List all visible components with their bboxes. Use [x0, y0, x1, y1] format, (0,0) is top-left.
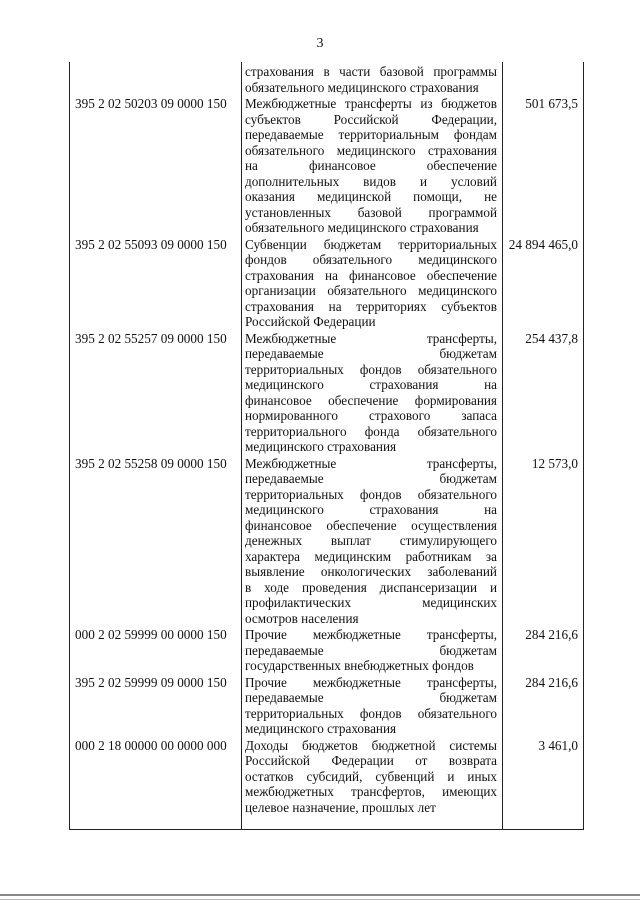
row-code: 000 2 18 00000 00 0000 000 [75, 737, 227, 753]
column-divider-amount [502, 62, 503, 829]
row-description [245, 675, 497, 737]
description-line: осмотров населения [245, 610, 359, 626]
description-line: фондов обязательного медицинского [245, 252, 497, 267]
row-amount: 24 894 465,0 [508, 236, 578, 252]
description-line: передаваемые бюджетам [245, 690, 497, 705]
scan-edge-line-secondary [0, 899, 640, 900]
description-line: Российской Федерации от возврата [245, 753, 497, 768]
description-line: передаваемые бюджетам [245, 642, 497, 658]
row-description [245, 64, 497, 95]
description-line: обязательного медицинского страхования [245, 220, 479, 235]
description-line: денежных выплат стимулирующего [245, 533, 497, 548]
description-line: оказания медицинской помощи, не [245, 189, 497, 204]
description-line: Межбюджетные трансферты из бюджетов [245, 96, 497, 111]
row-description [245, 627, 497, 674]
description-line: на финансовое обеспечение [245, 158, 497, 173]
description-line: финансовое обеспечение формирования [245, 392, 497, 408]
row-description [245, 331, 497, 455]
row-code: 395 2 02 55257 09 0000 150 [75, 330, 227, 346]
description-line: передаваемые бюджетам [245, 471, 497, 486]
row-code: 395 2 02 55258 09 0000 150 [75, 455, 227, 471]
description-line: Российской Федерации [245, 314, 376, 329]
description-line: остатков субсидий, субвенций и иных [245, 768, 497, 784]
description-line: обязательного медицинского страхования [245, 142, 497, 158]
column-divider-code [241, 62, 242, 829]
description-line: медицинского страхования на [245, 377, 497, 392]
row-amount: 284 216,6 [525, 627, 578, 642]
description-line: территориальных фондов обязательного [245, 486, 497, 502]
description-line: Межбюджетные трансферты, [245, 455, 497, 471]
description-line: выявление онкологических заболеваний [245, 564, 497, 579]
row-amount: 12 573,0 [531, 455, 578, 471]
description-line: государственных внебюджетных фондов [245, 658, 474, 673]
description-line: целевое назначение, прошлых лет [245, 799, 436, 815]
row-description [245, 738, 497, 816]
description-line: характера медицинским работникам за [245, 548, 497, 564]
description-line: межбюджетных трансфертов, имеющих [245, 784, 497, 799]
row-code: 395 2 02 59999 09 0000 150 [75, 674, 227, 690]
row-code: 000 2 02 59999 00 0000 150 [75, 627, 227, 642]
row-code: 395 2 02 55093 09 0000 150 [75, 236, 227, 252]
description-line: Прочие межбюджетные трансферты, [245, 627, 497, 642]
description-line: территориальных фондов обязательного [245, 705, 497, 721]
row-description [245, 96, 497, 236]
description-line: страхования на финансовое обеспечение [245, 267, 497, 283]
row-code: 395 2 02 50203 09 0000 150 [75, 96, 227, 111]
row-description [245, 456, 497, 627]
row-description [245, 237, 497, 330]
description-line: дополнительных видов и условий [245, 173, 497, 189]
description-line: нормированного страхового запаса [245, 408, 497, 423]
scan-edge-line [0, 894, 640, 896]
description-line: организации обязательного медицинского [245, 283, 497, 298]
description-line: медицинского страхования [245, 439, 397, 454]
description-line: передаваемые бюджетам [245, 346, 497, 361]
page-number: 3 [316, 36, 324, 51]
description-line: установленных базовой программой [245, 204, 497, 220]
row-amount: 3 461,0 [538, 737, 578, 753]
description-line: в ходе проведения диспансеризации и [245, 579, 497, 595]
description-line: страхования на территориях субъектов [245, 298, 497, 314]
row-amount: 284 216,6 [525, 674, 578, 690]
description-line: территориального фонда обязательного [245, 423, 497, 439]
description-line: Межбюджетные трансферты, [245, 330, 497, 346]
description-line: обязательного медицинского страхования [245, 79, 479, 95]
description-line: профилактических медицинских [245, 595, 497, 610]
description-line: Прочие межбюджетные трансферты, [245, 674, 497, 690]
description-line: территориальных фондов обязательного [245, 361, 497, 377]
description-line: медицинского страхования на [245, 502, 497, 517]
description-line: медицинского страхования [245, 721, 397, 736]
description-line: Субвенции бюджетам территориальных [245, 236, 497, 252]
row-amount: 501 673,5 [525, 96, 578, 111]
description-line: субъектов Российской Федерации, [245, 111, 497, 127]
description-line: передаваемые территориальным фондам [245, 127, 497, 142]
description-line: страхования в части базовой программы [245, 64, 497, 79]
row-amount: 254 437,8 [525, 330, 578, 346]
description-line: Доходы бюджетов бюджетной системы [245, 737, 497, 753]
description-line: финансовое обеспечение осуществления [245, 517, 497, 533]
budget-table [69, 62, 584, 830]
